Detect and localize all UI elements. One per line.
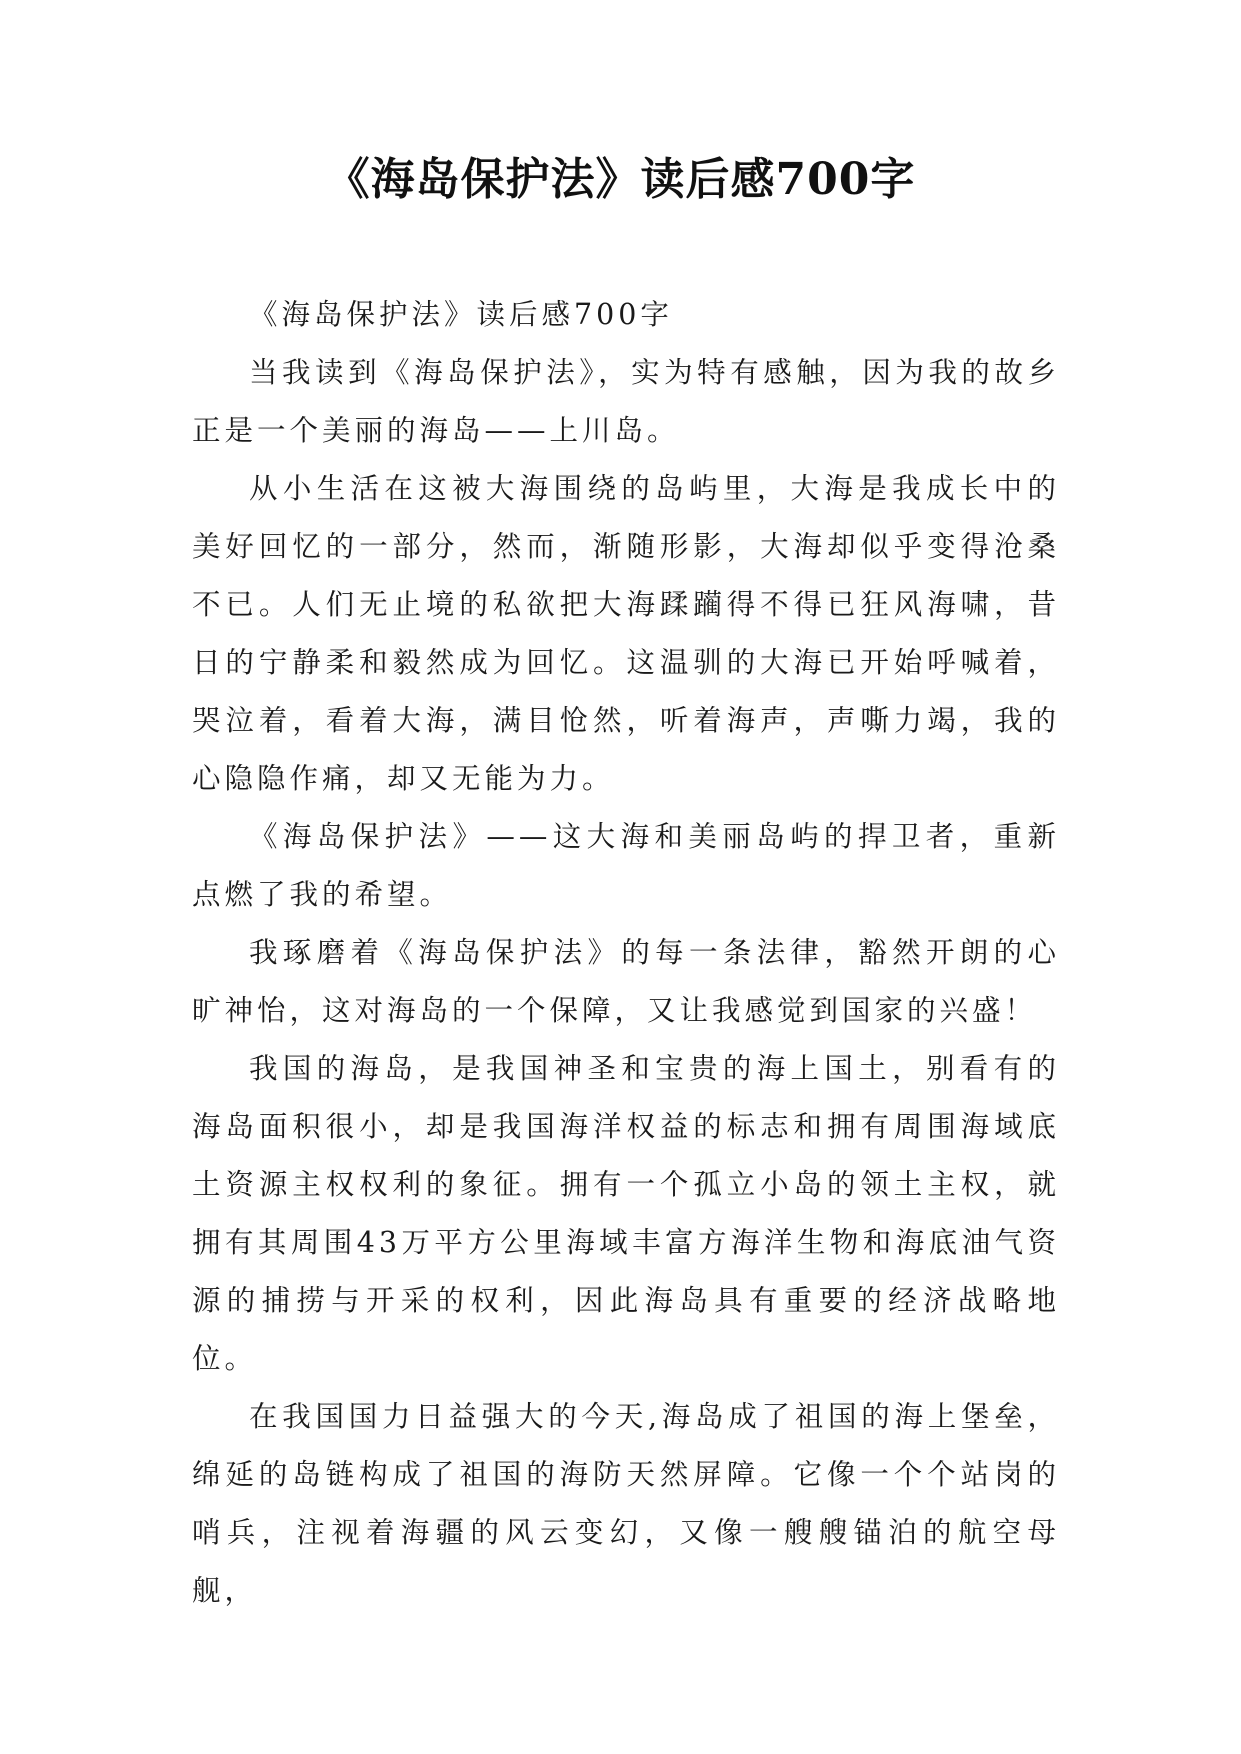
paragraph: 从小生活在这被大海围绕的岛屿里，大海是我成长中的美好回忆的一部分，然而，渐随形影，大海却似乎变得沧桑不已。人们无止境的私欲把大海蹂躏得不得已狂风海啸，昔日的宁静柔和毅然成为回忆。这温驯的大海已开始呼喊着，哭泣着，看着大海，满目怆然，听着海声，声嘶力竭，我的心隐隐作痛，却又无能为力。 [192,472,1060,795]
paragraph: 我琢磨着《海岛保护法》的每一条法律，豁然开朗的心旷神怡，这对海岛的一个保障，又让我感觉到国家的兴盛！ [192,936,1060,1027]
paragraph: 《海岛保护法》读后感700字 [249,298,673,331]
document-body [192,286,1060,1620]
document-title: 《海岛保护法》读后感700字 [325,154,916,205]
paragraph: 《海岛保护法》——这大海和美丽岛屿的捍卫者，重新点燃了我的希望。 [192,820,1060,911]
paragraph: 在我国国力日益强大的今天,海岛成了祖国的海上堡垒，绵延的岛链构成了祖国的海防天然屏障。它像一个个站岗的哨兵，注视着海疆的风云变幻，又像一艘艘锚泊的航空母舰， [192,1400,1060,1607]
paragraph: 我国的海岛，是我国神圣和宝贵的海上国土，别看有的海岛面积很小，却是我国海洋权益的标志和拥有周围海域底土资源主权权利的象征。拥有一个孤立小岛的领土主权，就拥有其周围43万平方公里海域丰富方海洋生物和海底油气资源的捕捞与开采的权利，因此海岛具有重要的经济战略地位。 [192,1052,1060,1375]
paragraph: 当我读到《海岛保护法》，实为特有感触，因为我的故乡正是一个美丽的海岛——上川岛。 [192,356,1060,447]
